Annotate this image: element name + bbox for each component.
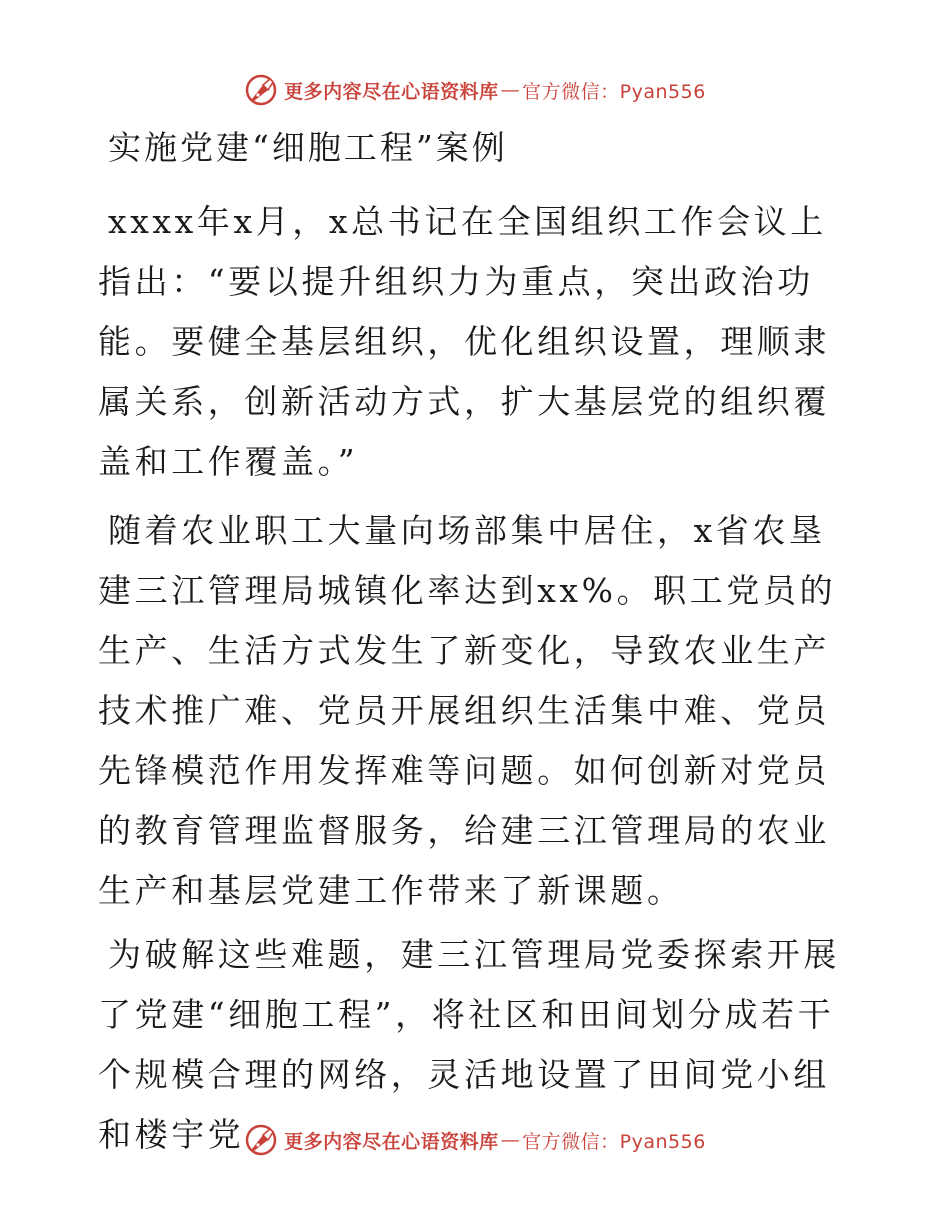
watermark-dash: — (500, 1129, 521, 1151)
watermark-wechat-text: 官方微信：Pyan556 (522, 1130, 706, 1153)
pen-nib-circle-logo-icon (244, 1123, 278, 1157)
document-title: 实施党建“细胞工程”案例 (108, 128, 508, 167)
watermark-site-text: 更多内容尽在心语资料库 (284, 80, 499, 103)
paragraph-2: 随着农业职工大量向场部集中居住，x省农垦建三江管理局城镇化率达到xx%。职工党员的生产、生活方式发生了新变化，导致农业生产技术推广难、党员开展组织生活集中难、党员先锋模范作用发挥难等问题。如何创新对党员的教育管理监督服务，给建三江管理局的农业生产和基层党建工作带来了新课题。 (98, 511, 837, 910)
pen-nib-circle-logo-icon (244, 73, 278, 107)
watermark-wechat-text: 官方微信：Pyan556 (522, 80, 706, 103)
header-watermark-banner (0, 70, 950, 110)
watermark-dash: — (500, 79, 521, 101)
paragraph-1: xxxx年x月，x总书记在全国组织工作会议上指出：“要以提升组织力为重点，突出政治功能。要健全基层组织，优化组织设置，理顺隶属关系，创新活动方式，扩大基层党的组织覆盖和工作覆盖。” (98, 202, 830, 481)
paragraph-3: 为破解这些难题，建三江管理局党委探索开展了党建“细胞工程”，将社区和田间划分成若干个规模合理的网络，灵活地设置了田间党小组和楼宇党 (98, 935, 840, 1154)
footer-watermark-banner (0, 1120, 950, 1160)
watermark-site-text: 更多内容尽在心语资料库 (284, 1130, 499, 1153)
